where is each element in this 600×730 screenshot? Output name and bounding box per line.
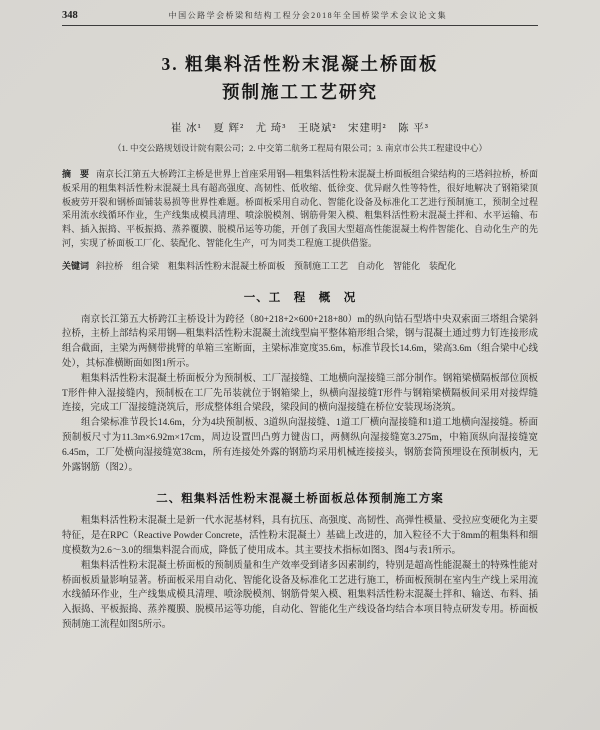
running-title: 中国公路学会桥梁和结构工程分会2018年全国桥梁学术会议论文集 (168, 11, 448, 20)
section-1-heading: 一、工 程 概 况 (243, 291, 357, 304)
page-number: 348 (62, 10, 78, 21)
abstract-label: 摘 要 (62, 169, 90, 179)
section-1-paragraph-3: 组合梁标准节段长14.6m，分为4块预制板、3道纵向湿接缝、1道工厂横向湿接缝和1道工地横向湿接缝。桥面预制板尺寸为11.3m×6.92m×17cm，周边设置凹凸剪力键齿口，两侧纵向湿接缝宽3.275m，中箱顶纵向湿接缝宽6.45m，工厂处横向湿接缝宽38cm，所有连接处外露的钢筋均采用机械连接接头，钢筋套筒预埋设在预制板内，无外露钢筋（图2）。 (62, 418, 538, 473)
section-2-heading: 二、粗集料活性粉末混凝土桥面板总体预制施工方案 (156, 493, 444, 506)
section-1-paragraph-2: 粗集料活性粉末混凝土桥面板分为预制板、工厂湿接缝、工地横向湿接缝三部分制作。钢箱梁横隔板部位顶板T形件伸入湿接缝内，预制板在工厂先吊装就位于钢箱梁上，纵横向湿接缝T形件与钢箱梁横隔板间采用对接焊缝连接，完成工厂湿接缝浇筑后，形成整体组合梁段，梁段间的横向湿接缝在桥位安装现场浇筑。 (62, 373, 538, 414)
keywords-block (62, 260, 538, 274)
page-header (62, 10, 538, 21)
abstract-text: 南京长江第五大桥跨江主桥是世界上首座采用钢—粗集料活性粉末混凝土桥面板组合梁结构的三塔斜拉桥，桥面板采用的粗集料活性粉末混凝土具有超高强度、高韧性、低收缩、低徐变、优异耐久性等特性，很好地解决了钢箱梁顶板疲劳开裂和钢桥面铺装易损等世界性难题。桥面板采用自动化、智能化设备及标准化工艺进行预制施工，预制全过程采用流水线循环作业，生产线集成模具清理、喷涂脱模剂、钢筋骨架入模、粗集料活性粉末混凝土拌和、水平运输、布料、插入振捣、平板振捣、蒸养覆膜、脱模吊运等功能，开创了我国大型超高性能混凝土构件智能化、自动化生产的先河，实现了桥面板工厂化、装配化、智能化生产，可为同类工程施工提供借鉴。 (62, 169, 538, 248)
authors-line: 崔 冰¹ 夏 辉² 尤 琦³ 王晓斌² 宋建明² 陈 平³ (171, 123, 429, 134)
abstract-block (62, 168, 538, 251)
keywords-text: 斜拉桥 组合梁 粗集料活性粉末混凝土桥面板 预制施工工艺 自动化 智能化 装配化 (96, 260, 457, 271)
paper-title-line1: 3. 粗集料活性粉末混凝土桥面板 (161, 54, 439, 74)
paper-title (62, 50, 538, 106)
section-2-paragraph-1: 粗集料活性粉末混凝土是新一代水泥基材料，具有抗压、高强度、高韧性、高弹性模量、受拉应变硬化为主要特征，是在RPC（Reactive Powder Concrete，活性粉末混凝土）基础上改进的，加入粒径不大于8mm的粗集料和细度模数为2.6～3.0的细集料混合而成，降低了使用成本。其主要技术指标如图3、图4与表1所示。 (62, 516, 538, 556)
section-1-paragraph-1: 南京长江第五大桥跨江主桥设计为跨径（80+218+2×600+218+80）m的纵向钻石型塔中央双索面三塔组合梁斜拉桥，主桥上部结构采用钢—粗集料活性粉末混凝土流线型扁平整体箱形组合梁，钢与混凝土通过剪力钉连接形成组合截面，主梁为两侧带挑臂的单箱三室断面，主梁标准宽度35.6m，标准节段长14.6m，梁高3.6m（组合梁中心线处），其标准横断面如图1所示。 (62, 314, 538, 369)
section-2-paragraph-2: 粗集料活性粉末混凝土桥面板的预制质量和生产效率受到诸多因素制约，特别是超高性能混凝土的特殊性能对桥面板质量影响显著。桥面板采用自动化、智能化设备及标准化工艺进行施工，桥面板预制在室内生产线上采用流水线循环作业，生产线集成模具清理、喷涂脱模剂、钢筋骨架入模、粗集料活性粉末混凝土拌和、输送、布料、插入振捣、平板振捣、蒸养覆膜、脱模吊运等功能，自动化、智能化生产线设备均结合本项目特点研发专用。桥面板预制施工流程如图5所示。 (62, 560, 538, 630)
paper-title-line2: 预制施工工艺研究 (222, 82, 378, 102)
header-rule (62, 25, 538, 26)
affiliation-line: （1. 中交公路规划设计院有限公司；2. 中交第二航务工程局有限公司；3. 南京市公共工程建设中心） (112, 143, 487, 153)
keywords-label: 关键词 (62, 260, 90, 271)
